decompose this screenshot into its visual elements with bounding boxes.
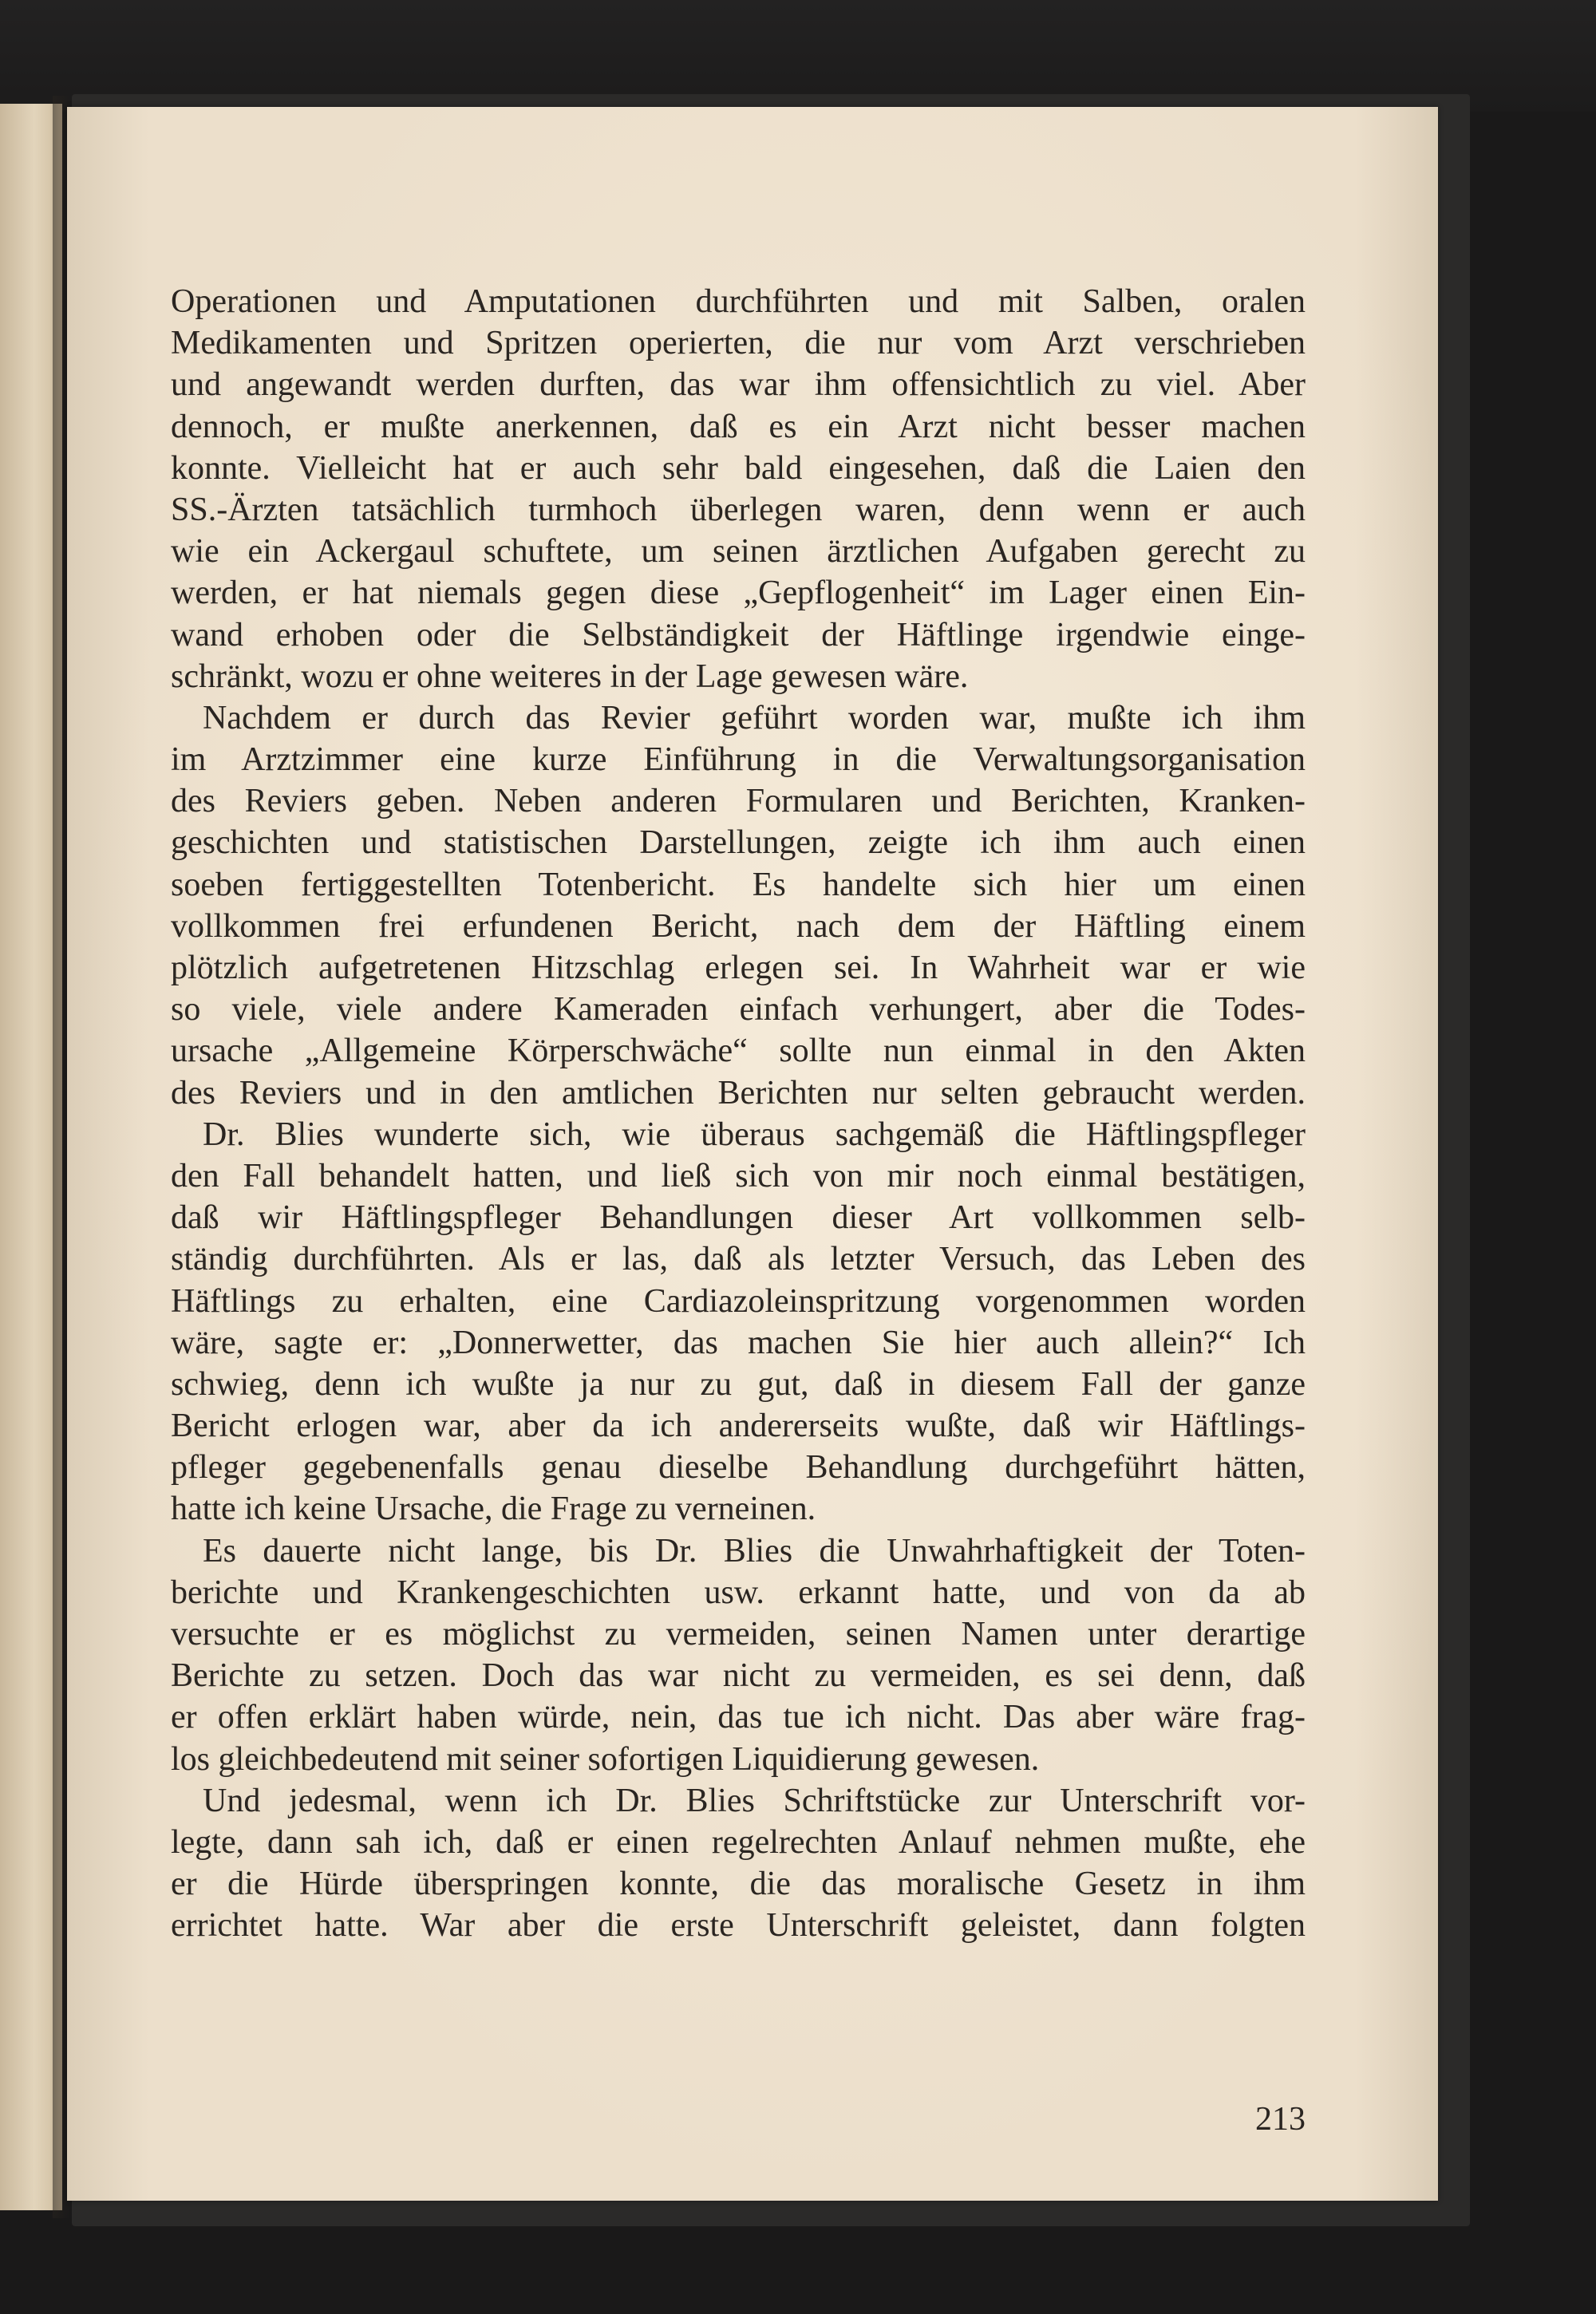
text-line: plötzlich aufgetretenen Hitzschlag erlegen sei. In Wahrheit war er wie — [171, 950, 1306, 986]
text-line: Häftlings zu erhalten, eine Cardiazoleinspritzung vorgenommen worden — [171, 1282, 1306, 1320]
text-line: Nachdem er durch das Revier geführt worden war, mußte ich ihm — [203, 699, 1306, 736]
text-line: daß wir Häftlingspfleger Behandlungen dieser Art vollkommen selb- — [171, 1199, 1306, 1237]
page-number: 213 — [1255, 2101, 1306, 2138]
book-page — [67, 107, 1438, 2201]
text-line: pfleger gegebenenfalls genau dieselbe Behandlung durchgeführt hätten, — [171, 1449, 1306, 1487]
text-line: schränkt, wozu er ohne weiteres in der Lage gewesen wäre. — [171, 657, 969, 695]
text-line: ständig durchführten. Als er las, daß als letzter Versuch, das Leben des — [171, 1241, 1306, 1278]
text-line: des Reviers und in den amtlichen Berichten nur selten gebraucht werden. — [171, 1074, 1306, 1112]
text-line: wie ein Ackergaul schuftete, um seinen ärztlichen Aufgaben gerecht zu — [171, 533, 1306, 571]
text-line: versuchte er es möglichst zu vermeiden, seinen Namen unter derartige — [171, 1616, 1306, 1653]
text-line: Operationen und Amputationen durchführten und mit Salben, oralen — [171, 283, 1306, 320]
text-line: wand erhoben oder die Selbständigkeit der Häftlinge irgendwie einge- — [171, 616, 1306, 654]
text-line: berichte und Krankengeschichten usw. erkannt hatte, und von da ab — [171, 1574, 1306, 1611]
text-line: den Fall behandelt hatten, und ließ sich von mir noch einmal bestätigen, — [171, 1157, 1306, 1195]
text-line: Berichte zu setzen. Doch das war nicht zu vermeiden, es sei denn, daß — [171, 1657, 1306, 1695]
text-line: so viele, viele andere Kameraden einfach verhungert, aber die Todes- — [171, 991, 1306, 1029]
text-line: konnte. Vielleicht hat er auch sehr bald eingesehen, daß die Laien den — [171, 449, 1306, 487]
text-line: vollkommen frei erfundenen Bericht, nach dem der Häftling einem — [171, 907, 1306, 945]
text-line: geschichten und statistischen Darstellungen, zeigte ich ihm auch einen — [171, 824, 1306, 862]
text-line: des Reviers geben. Neben anderen Formularen und Berichten, Kranken- — [171, 783, 1306, 820]
text-line: wäre, sagte er: „Donnerwetter, das machen Sie hier auch allein?“ Ich — [171, 1324, 1306, 1361]
text-line: SS.-Ärzten tatsächlich turmhoch überlegen waren, denn wenn er auch — [171, 491, 1306, 528]
text-line: Dr. Blies wunderte sich, wie überaus sachgemäß die Häftlingspfleger — [203, 1116, 1306, 1153]
text-line: hatte ich keine Ursache, die Frage zu verneinen. — [171, 1491, 816, 1528]
text-line: er offen erklärt haben würde, nein, das tue ich nicht. Das aber wäre frag- — [171, 1699, 1306, 1736]
text-line: werden, er hat niemals gegen diese „Gepflogenheit“ im Lager einen Ein- — [171, 575, 1306, 612]
text-line: dennoch, er mußte anerkennen, daß es ein Arzt nicht besser machen — [171, 408, 1306, 445]
text-line: im Arztzimmer eine kurze Einführung in die Verwaltungsorganisation — [171, 741, 1306, 779]
text-line: ursache „Allgemeine Körperschwäche“ sollte nun einmal in den Akten — [171, 1033, 1306, 1070]
text-line: los gleichbedeutend mit seiner sofortigen Liquidierung gewesen. — [171, 1740, 1040, 1778]
page-body-text — [171, 281, 1306, 1947]
text-line: legte, dann sah ich, daß er einen regelrechten Anlauf nehmen mußte, ehe — [171, 1823, 1306, 1861]
text-line: Bericht erlogen war, aber da ich andererseits wußte, daß wir Häftlings- — [171, 1408, 1306, 1445]
text-line: Es dauerte nicht lange, bis Dr. Blies die Unwahrhaftigkeit der Toten- — [203, 1532, 1306, 1570]
text-line: schwieg, denn ich wußte ja nur zu gut, daß in diesem Fall der ganze — [171, 1365, 1306, 1403]
text-line: Medikamenten und Spritzen operierten, die nur vom Arzt verschrieben — [171, 325, 1306, 362]
text-line: und angewandt werden durften, das war ihm offensichtlich zu viel. Aber — [171, 366, 1306, 404]
text-line: er die Hürde überspringen konnte, die das moralische Gesetz in ihm — [171, 1866, 1306, 1903]
text-line: Und jedesmal, wenn ich Dr. Blies Schriftstücke zur Unterschrift vor- — [203, 1782, 1306, 1819]
text-line: errichtet hatte. War aber die erste Unterschrift geleistet, dann folgten — [171, 1907, 1306, 1945]
text-line: soeben fertiggestellten Totenbericht. Es handelte sich hier um einen — [171, 866, 1306, 903]
